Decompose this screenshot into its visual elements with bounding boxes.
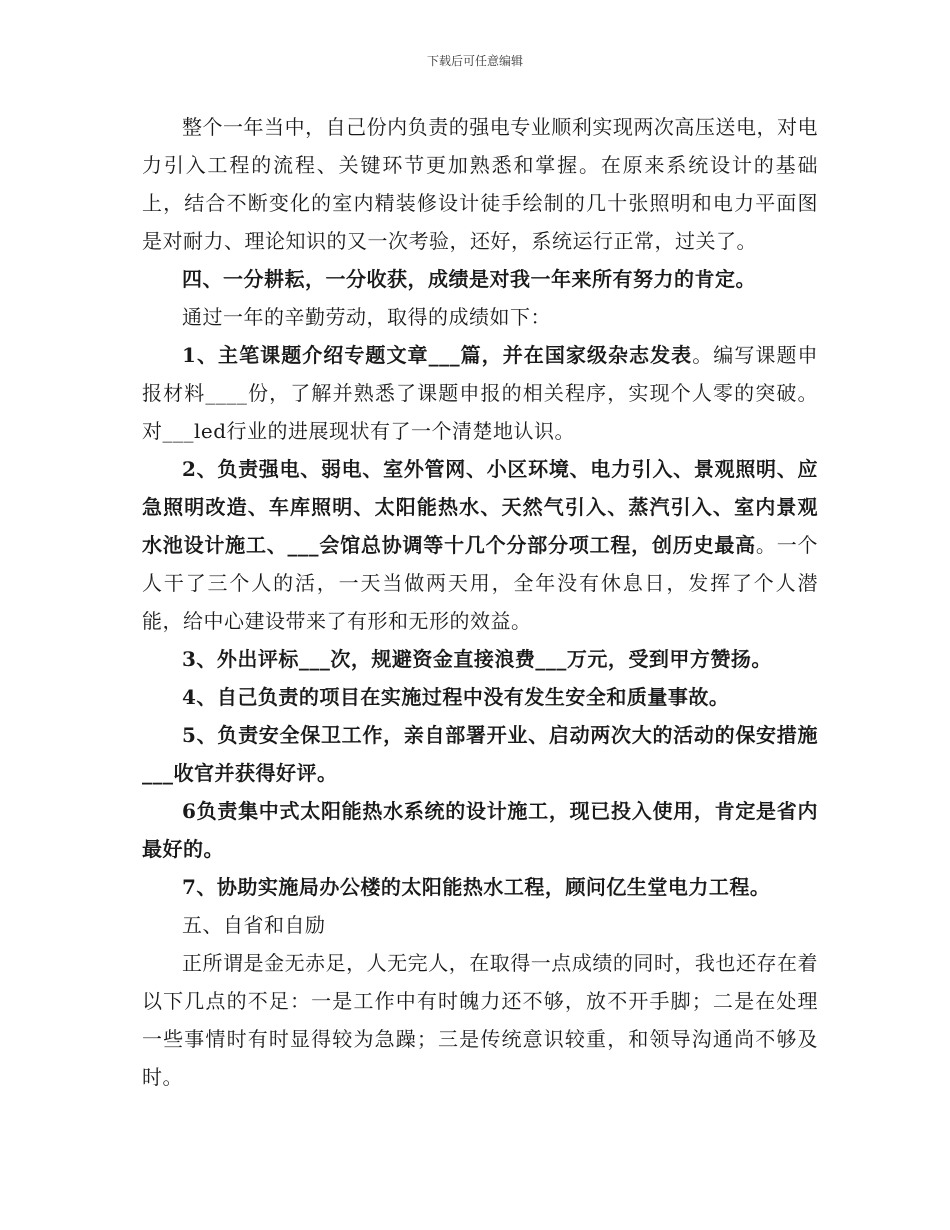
achievement-item-1-bold: 1、主笔课题介绍专题文章___篇，并在国家级杂志发表 <box>182 343 693 367</box>
paragraph-intro-achievements: 通过一年的辛勤劳动，取得的成绩如下： <box>182 305 551 329</box>
document-body <box>142 108 818 1096</box>
achievement-item-5-bold: 5、负责安全保卫工作，亲自部署开业、启动两次大的活动的保安措施___收官并获得好评。 <box>142 723 818 785</box>
page-header: 下载后可任意编辑 <box>426 54 523 68</box>
achievement-item-1 <box>142 336 818 450</box>
achievement-item-2-bold: 2、负责强电、弱电、室外管网、小区环境、电力引入、景观照明、应急照明改造、车库照明、太阳能热水、天然气引入、蒸汽引入、室内景观水池设计施工、___会馆总协调等十几个分部分项工程，创历史最高 <box>142 457 818 557</box>
heading-text: 四、一分耕耘，一分收获，成绩是对我一年来所有努力的肯定。 <box>182 267 756 291</box>
paragraph-shortcomings: 正所谓是金无赤足，人无完人，在取得一点成绩的同时，我也还存在着以下几点的不足：一是工作中有时魄力还不够，放不开手脚；二是在处理一些事情时有时显得较为急躁；三是传统意识较重，和领导沟通尚不够及时。 <box>142 951 818 1089</box>
achievement-item-2 <box>142 450 818 640</box>
achievement-item-7 <box>142 868 818 906</box>
achievement-item-6 <box>142 792 818 868</box>
achievement-item-1-text: 。编写课题申报材料____份，了解并熟悉了课题申报的相关程序，实现个人零的突破。对___led行业的进展现状有了一个清楚地认识。 <box>142 343 819 443</box>
achievement-item-4 <box>142 678 818 716</box>
section-heading-achievements <box>142 260 818 298</box>
achievement-item-4-bold: 4、自己负责的项目在实施过程中没有发生安全和质量事故。 <box>182 685 730 709</box>
achievement-item-3-bold: 3、外出评标___次，规避资金直接浪费___万元，受到甲方赞扬。 <box>182 647 772 671</box>
achievement-item-2-text: 。一个人干了三个人的活，一天当做两天用，全年没有休息日，发挥了个人潜能，给中心建设带来了有形和无形的效益。 <box>142 533 819 633</box>
section-heading-self-reflection: 五、自省和自励 <box>182 913 326 937</box>
achievement-item-5 <box>142 716 818 792</box>
paragraph-power-work: 整个一年当中，自己份内负责的强电专业顺利实现两次高压送电，对电力引入工程的流程、关键环节更加熟悉和掌握。在原来系统设计的基础上，结合不断变化的室内精装修设计徒手绘制的几十张照明和电力平面图是对耐力、理论知识的又一次考验，还好，系统运行正常，过关了。 <box>142 115 818 253</box>
achievement-item-3 <box>142 640 818 678</box>
achievement-item-6-bold: 6负责集中式太阳能热水系统的设计施工，现已投入使用，肯定是省内最好的。 <box>142 799 818 861</box>
achievement-item-7-bold: 7、协助实施局办公楼的太阳能热水工程，顾问亿生堂电力工程。 <box>182 875 771 899</box>
